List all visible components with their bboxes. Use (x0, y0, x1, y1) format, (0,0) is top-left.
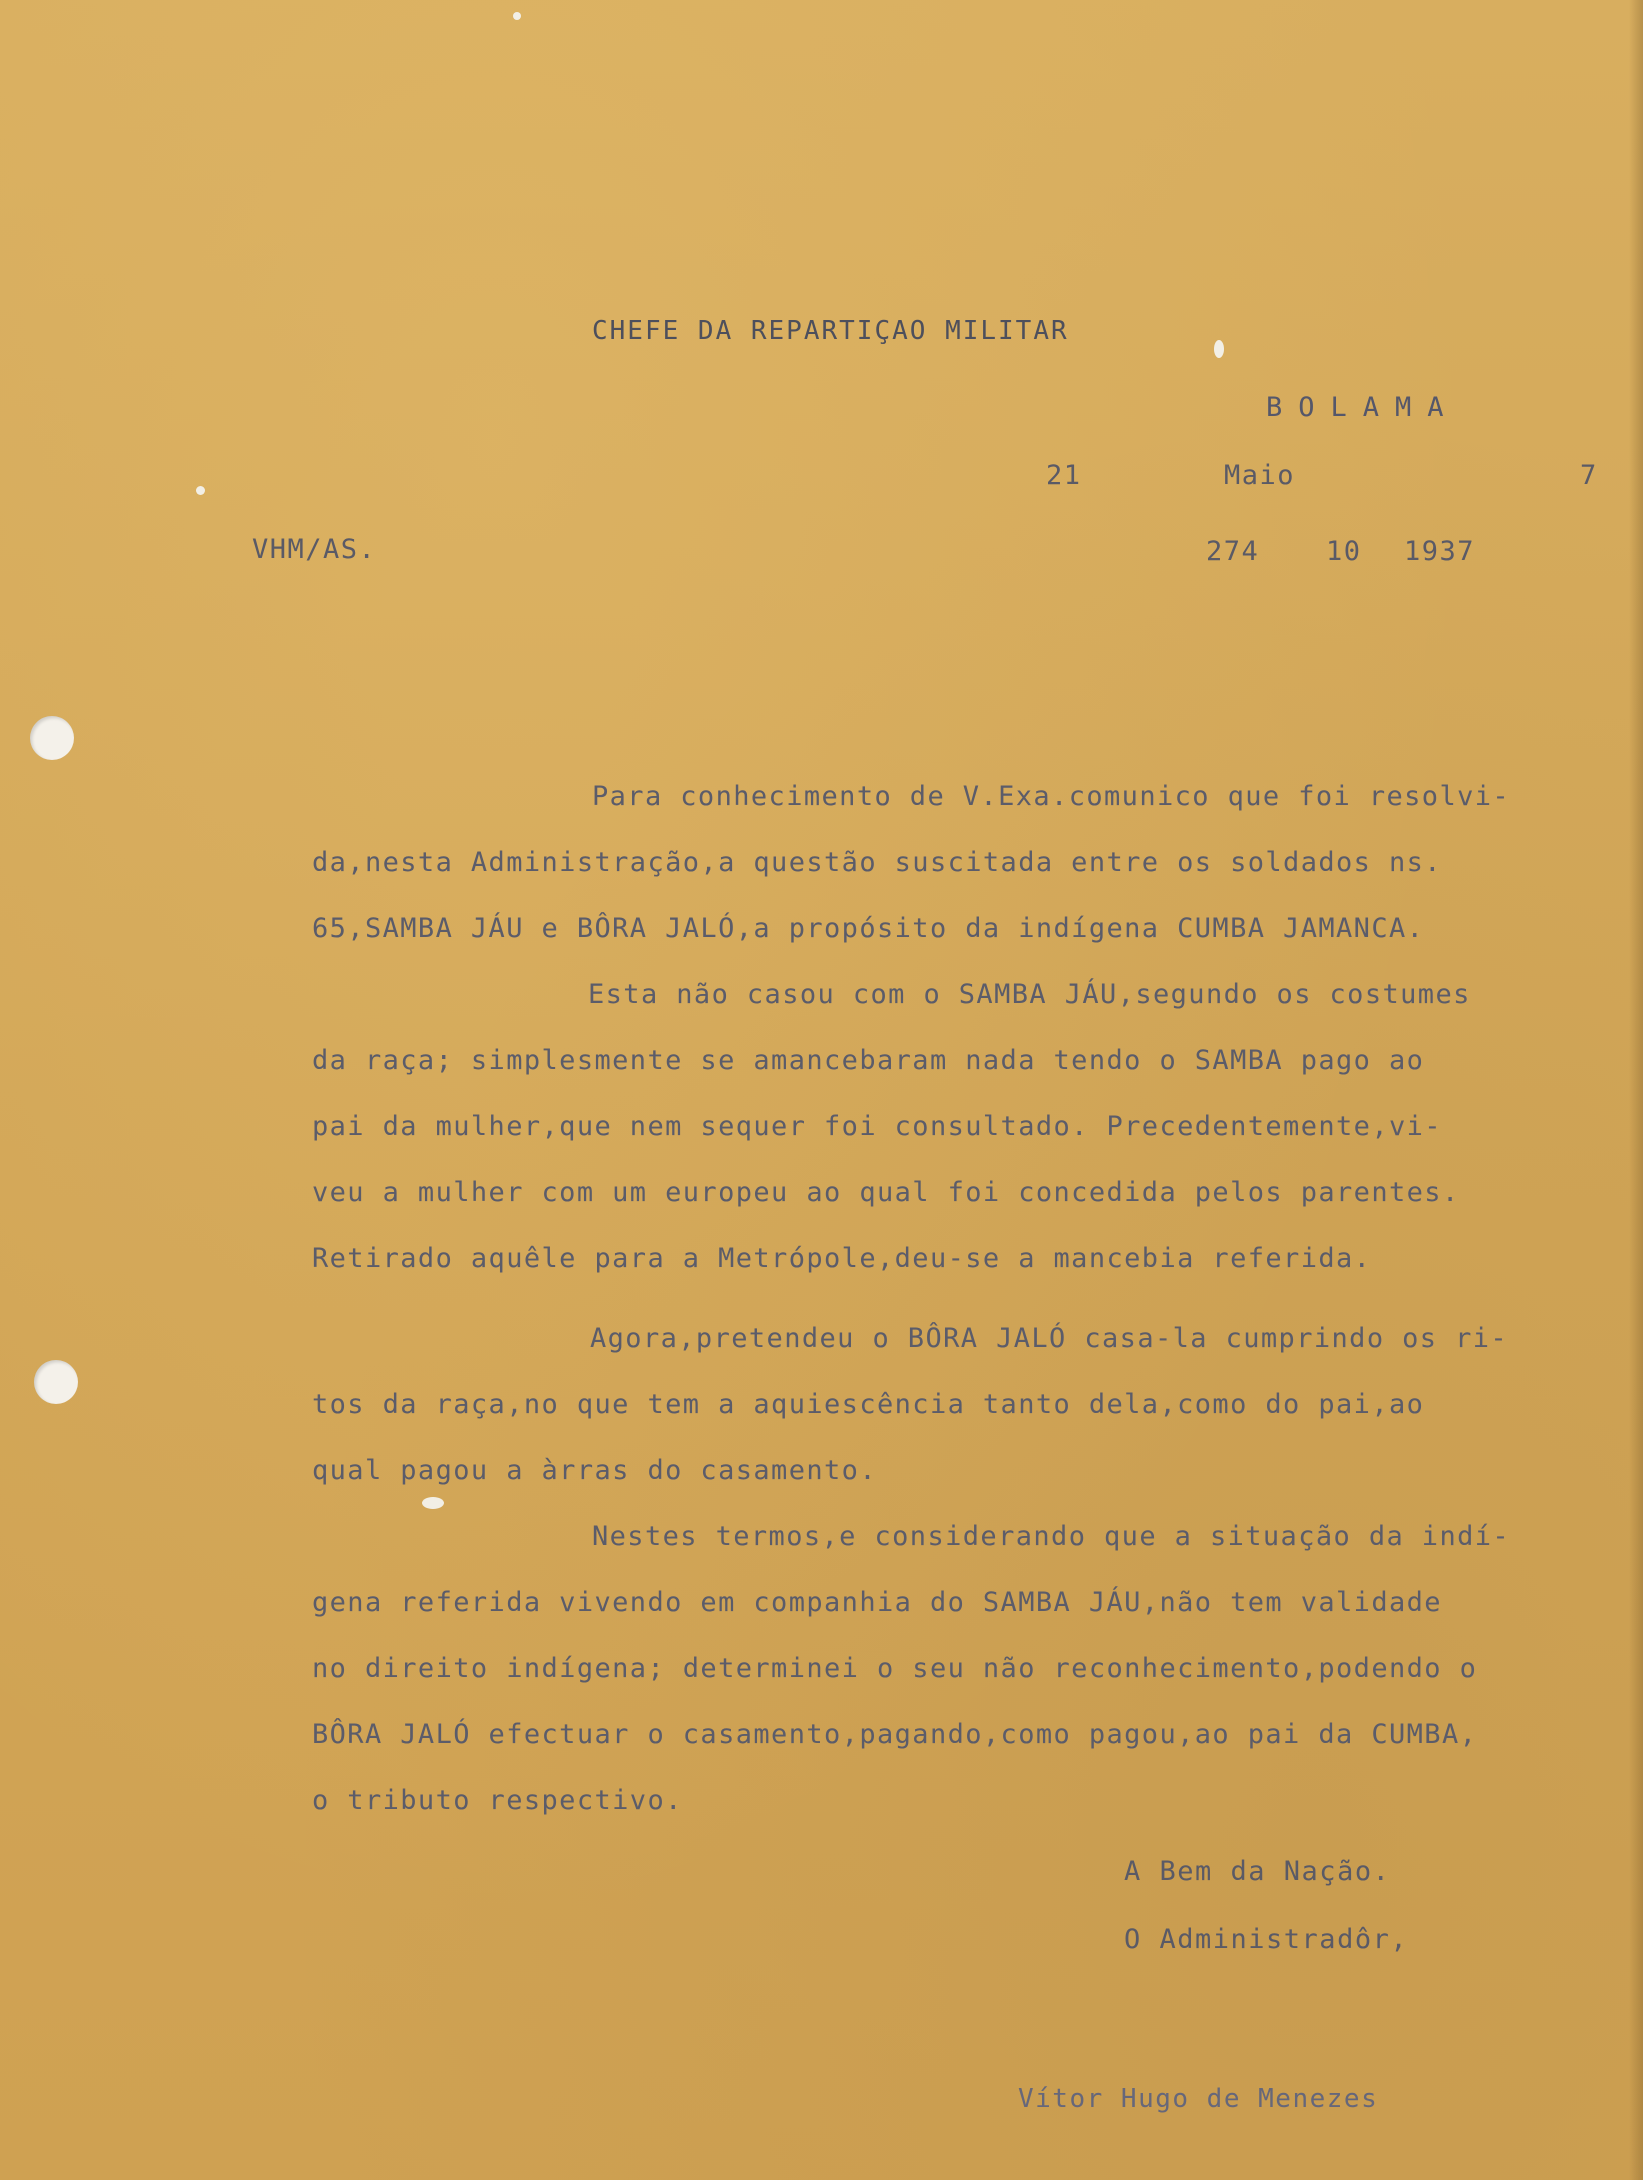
date-day: 21 (1046, 460, 1082, 491)
body-line: da raça; simplesmente se amancebaram nada tendo o SAMBA pago ao (312, 1045, 1425, 1076)
date-extra: 7 (1580, 460, 1598, 491)
punch-hole-bottom (34, 1360, 78, 1404)
body-line: pai da mulher,que nem sequer foi consultado. Precedentemente,vi- (312, 1111, 1442, 1142)
body-line: o tributo respectivo. (312, 1785, 683, 1816)
body-paragraph-4 (312, 1504, 1622, 1834)
body-line: Nestes termos,e considerando que a situação da indí- (592, 1521, 1511, 1552)
page-edge-shadow (1629, 0, 1643, 2180)
document-series: 10 (1326, 536, 1362, 567)
body-line: gena referida vivendo em companhia do SAMBA JÁU,não tem validade (312, 1587, 1442, 1618)
closing-salutation: A Bem da Nação. (1124, 1856, 1391, 1887)
body-line: Esta não casou com o SAMBA JÁU,segundo os costumes (588, 979, 1471, 1010)
body-line: BÔRA JALÓ efectuar o casamento,pagando,como pagou,ao pai da CUMBA, (312, 1719, 1478, 1750)
body-paragraph-2 (312, 962, 1622, 1292)
document-year: 1937 (1404, 536, 1476, 567)
punch-hole-top (30, 716, 74, 760)
paper-speck (1214, 340, 1224, 358)
paper-speck (196, 486, 205, 495)
body-line: da,nesta Administração,a questão suscitada entre os soldados ns. (312, 847, 1442, 878)
body-paragraph-1 (312, 764, 1622, 962)
body-line: tos da raça,no que tem a aquiescência tanto dela,como do pai,ao (312, 1389, 1425, 1420)
body-line: 65,SAMBA JÁU e BÔRA JALÓ,a propósito da indígena CUMBA JAMANCA. (312, 913, 1425, 944)
closing-signoff: O Administradôr, (1124, 1924, 1409, 1955)
document-title: CHEFE DA REPARTIÇAO MILITAR (592, 316, 1069, 346)
body-line: veu a mulher com um europeu ao qual foi concedida pelos parentes. (312, 1177, 1460, 1208)
body-line: no direito indígena; determinei o seu não reconhecimento,podendo o (312, 1653, 1478, 1684)
body-paragraph-3 (312, 1306, 1622, 1504)
paper-speck (513, 12, 521, 20)
signatory-name: Vítor Hugo de Menezes (1018, 2084, 1379, 2114)
place-name: BOLAMA (1266, 392, 1460, 423)
date-month: Maio (1224, 460, 1296, 491)
body-line: Para conhecimento de V.Exa.comunico que foi resolvi- (592, 781, 1511, 812)
body-line: Retirado aquêle para a Metrópole,deu-se a mancebia referida. (312, 1243, 1372, 1274)
reference-code: VHM/AS. (252, 534, 377, 565)
body-line: qual pagou a àrras do casamento. (312, 1455, 877, 1486)
document-number: 274 (1206, 536, 1260, 567)
body-line: Agora,pretendeu o BÔRA JALÓ casa-la cumprindo os ri- (590, 1323, 1509, 1354)
